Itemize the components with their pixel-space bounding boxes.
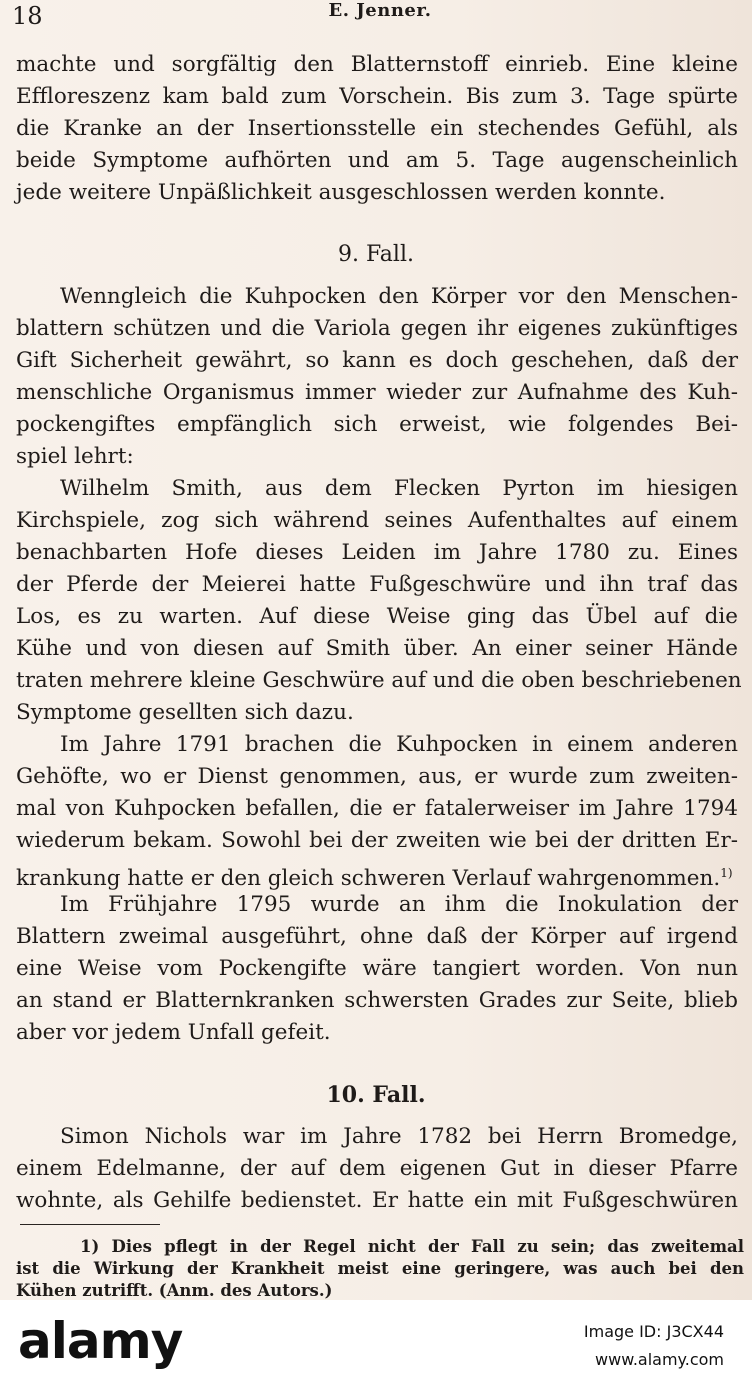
text-line: der Pferde der Meierei hatte Fußgeschwüre und ihn traf das	[16, 572, 738, 597]
text-line: an stand er Blatternkranken schwersten Grades zur Seite, blieb	[16, 988, 738, 1013]
footnote-line: ist die Wirkung der Krankheit meist eine geringere, was auch bei den	[16, 1259, 744, 1278]
text-line: mal von Kuhpocken befallen, die er fatalerweiser im Jahre 1794	[16, 796, 738, 821]
text-line: jede weitere Unpäßlichkeit ausgeschlossen werden konnte.	[16, 180, 666, 205]
text-line: Symptome gesellten sich dazu.	[16, 700, 354, 725]
text-line: wiederum bekam. Sowohl bei der zweiten wie bei der dritten Er-	[16, 828, 738, 853]
text-line	[16, 858, 738, 894]
footnote-rule	[20, 1224, 160, 1225]
alamy-logo: alamy	[18, 1312, 183, 1370]
text-line: Simon Nichols war im Jahre 1782 bei Herrn Bromedge,	[60, 1124, 738, 1149]
text-line: pockengiftes empfänglich sich erweist, wie folgendes Bei-	[16, 412, 738, 437]
text-line: menschliche Organismus immer wieder zur Aufnahme des Kuh-	[16, 380, 738, 405]
text-line: beide Symptome aufhörten und am 5. Tage augenscheinlich	[16, 148, 738, 173]
text-line: machte und sorgfältig den Blatternstoff einrieb. Eine kleine	[16, 52, 738, 77]
text-line: einem Edelmanne, der auf dem eigenen Gut in dieser Pfarre	[16, 1156, 738, 1181]
text-line: aber vor jedem Unfall gefeit.	[16, 1020, 331, 1045]
text-line: Im Jahre 1791 brachen die Kuhpocken in einem anderen	[60, 732, 738, 757]
footnote-line: Kühen zutrifft. (Anm. des Autors.)	[16, 1281, 333, 1300]
text-line: Gift Sicherheit gewährt, so kann es doch geschehen, daß der	[16, 348, 738, 373]
text-line: Im Frühjahre 1795 wurde an ihm die Inokulation der	[60, 892, 738, 917]
text-line: wohnte, als Gehilfe bedienstet. Er hatte ein mit Fußgeschwüren	[16, 1188, 738, 1213]
footnote-line: 1) Dies pflegt in der Regel nicht der Fall zu sein; das zweitemal	[80, 1237, 744, 1256]
text-span: krankung hatte er den gleich schweren Verlauf wahrgenommen.	[16, 866, 721, 892]
text-line: traten mehrere kleine Geschwüre auf und die oben beschriebenen	[16, 668, 742, 693]
text-line: blattern schützen und die Variola gegen ihr eigenes zukünftiges	[16, 316, 738, 341]
text-line: Blattern zweimal ausgeführt, ohne daß der Körper auf irgend	[16, 924, 738, 949]
text-line: Kirchspiele, zog sich während seines Aufenthaltes auf einem	[16, 508, 738, 533]
text-line: Effloreszenz kam bald zum Vorschein. Bis zum 3. Tage spürte	[16, 84, 738, 109]
footnote-marker: 1)	[720, 866, 733, 880]
text-line: benachbarten Hofe dieses Leiden im Jahre 1780 zu. Eines	[16, 540, 738, 565]
text-line: Wilhelm Smith, aus dem Flecken Pyrton im hiesigen	[60, 476, 738, 501]
page-number: 18	[12, 2, 43, 30]
section-heading-10: 10. Fall.	[326, 1082, 426, 1108]
text-line: die Kranke an der Insertionsstelle ein stechendes Gefühl, als	[16, 116, 738, 141]
image-id: Image ID: J3CX44	[583, 1322, 724, 1341]
text-line: eine Weise vom Pockengifte wäre tangiert worden. Von nun	[16, 956, 738, 981]
running-head: E. Jenner.	[328, 0, 432, 21]
text-line: Kühe und von diesen auf Smith über. An einer seiner Hände	[16, 636, 738, 661]
text-line: Gehöfte, wo er Dienst genommen, aus, er wurde zum zweiten-	[16, 764, 738, 789]
text-line: Los, es zu warten. Auf diese Weise ging das Übel auf die	[16, 604, 738, 629]
stock-url: www.alamy.com	[595, 1350, 724, 1369]
text-line: spiel lehrt:	[16, 444, 134, 469]
section-heading-9: 9. Fall.	[338, 242, 414, 267]
text-line: Wenngleich die Kuhpocken den Körper vor den Menschen-	[60, 284, 738, 309]
